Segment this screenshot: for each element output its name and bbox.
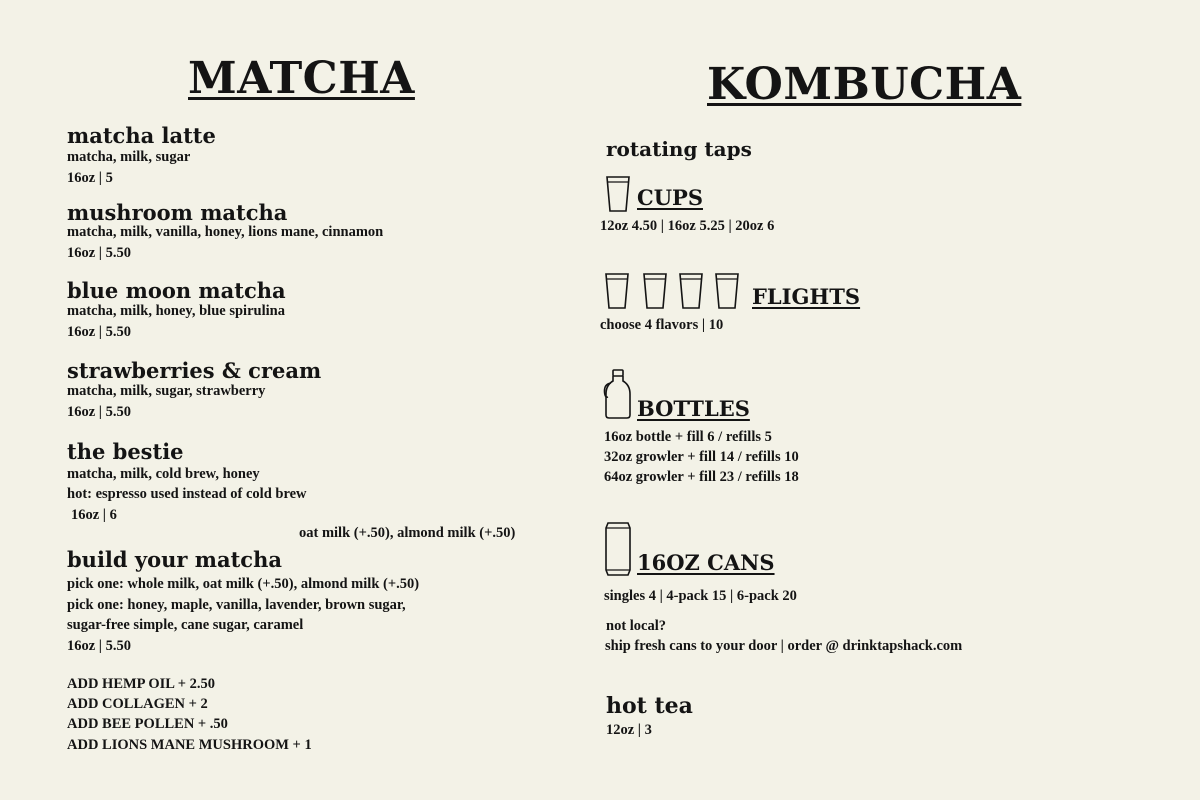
rotating-taps-label: rotating taps bbox=[606, 137, 752, 161]
bottles-price-line: 64oz growler + fill 23 / refills 18 bbox=[604, 469, 799, 485]
ship-order-link[interactable]: ship fresh cans to your door | order @ drinktapshack.com bbox=[605, 638, 963, 654]
menu-item-name: mushroom matcha bbox=[67, 200, 288, 225]
matcha-heading: MATCHA bbox=[188, 53, 415, 104]
build-milk-choice: pick one: whole milk, oat milk (+.50), almond milk (+.50) bbox=[67, 576, 420, 592]
cans-title: 16OZ CANS bbox=[637, 550, 775, 575]
hot-tea-price: 12oz | 3 bbox=[606, 722, 652, 738]
menu-item-price: 16oz | 5.50 bbox=[67, 245, 132, 261]
bottles-price-line: 16oz bottle + fill 6 / refills 5 bbox=[604, 429, 772, 445]
addon-item: ADD COLLAGEN + 2 bbox=[67, 696, 208, 712]
flight-cups-icon bbox=[605, 272, 745, 310]
menu-item-price: 16oz | 5 bbox=[67, 170, 113, 186]
milk-options: oat milk (+.50), almond milk (+.50) bbox=[299, 525, 516, 541]
flights-price: choose 4 flavors | 10 bbox=[600, 317, 724, 333]
menu-item-desc: matcha, milk, vanilla, honey, lions mane, cinnamon bbox=[67, 224, 384, 240]
can-icon bbox=[604, 521, 632, 577]
addon-item: ADD LIONS MANE MUSHROOM + 1 bbox=[67, 737, 312, 753]
hot-tea-name: hot tea bbox=[606, 693, 693, 719]
menu-item-name: strawberries & cream bbox=[67, 358, 322, 383]
menu-item-price: 16oz | 6 bbox=[71, 507, 117, 523]
bottles-title: BOTTLES bbox=[637, 396, 750, 421]
kombucha-heading: KOMBUCHA bbox=[707, 59, 1022, 110]
flights-title: FLIGHTS bbox=[752, 284, 861, 309]
menu-item-desc: matcha, milk, cold brew, honey bbox=[67, 466, 260, 482]
build-sweetener-choice: pick one: honey, maple, vanilla, lavender, brown sugar, bbox=[67, 597, 406, 613]
cups-title: CUPS bbox=[637, 185, 703, 210]
menu-item-price: 16oz | 5.50 bbox=[67, 404, 132, 420]
menu-item-desc: matcha, milk, sugar, strawberry bbox=[67, 383, 266, 399]
addon-item: ADD HEMP OIL + 2.50 bbox=[67, 676, 216, 692]
cup-icon bbox=[605, 175, 631, 213]
menu-item-price: 16oz | 5.50 bbox=[67, 324, 132, 340]
build-sweetener-choice-cont: sugar-free simple, cane sugar, caramel bbox=[67, 617, 304, 633]
ship-question: not local? bbox=[606, 618, 667, 634]
growler-icon bbox=[603, 368, 633, 420]
bottles-price-line: 32oz growler + fill 14 / refills 10 bbox=[604, 449, 799, 465]
menu-item-price: 16oz | 5.50 bbox=[67, 638, 132, 654]
menu-item-name: the bestie bbox=[67, 439, 184, 464]
menu-item-name: matcha latte bbox=[67, 123, 216, 148]
menu-item-desc-hot: hot: espresso used instead of cold brew bbox=[67, 486, 307, 502]
cans-prices: singles 4 | 4-pack 15 | 6-pack 20 bbox=[604, 588, 797, 604]
menu-item-name: blue moon matcha bbox=[67, 278, 286, 303]
menu-item-name: build your matcha bbox=[67, 547, 282, 572]
addon-item: ADD BEE POLLEN + .50 bbox=[67, 716, 228, 732]
cups-prices: 12oz 4.50 | 16oz 5.25 | 20oz 6 bbox=[600, 218, 775, 234]
menu-item-desc: matcha, milk, sugar bbox=[67, 149, 191, 165]
menu-item-desc: matcha, milk, honey, blue spirulina bbox=[67, 303, 285, 319]
